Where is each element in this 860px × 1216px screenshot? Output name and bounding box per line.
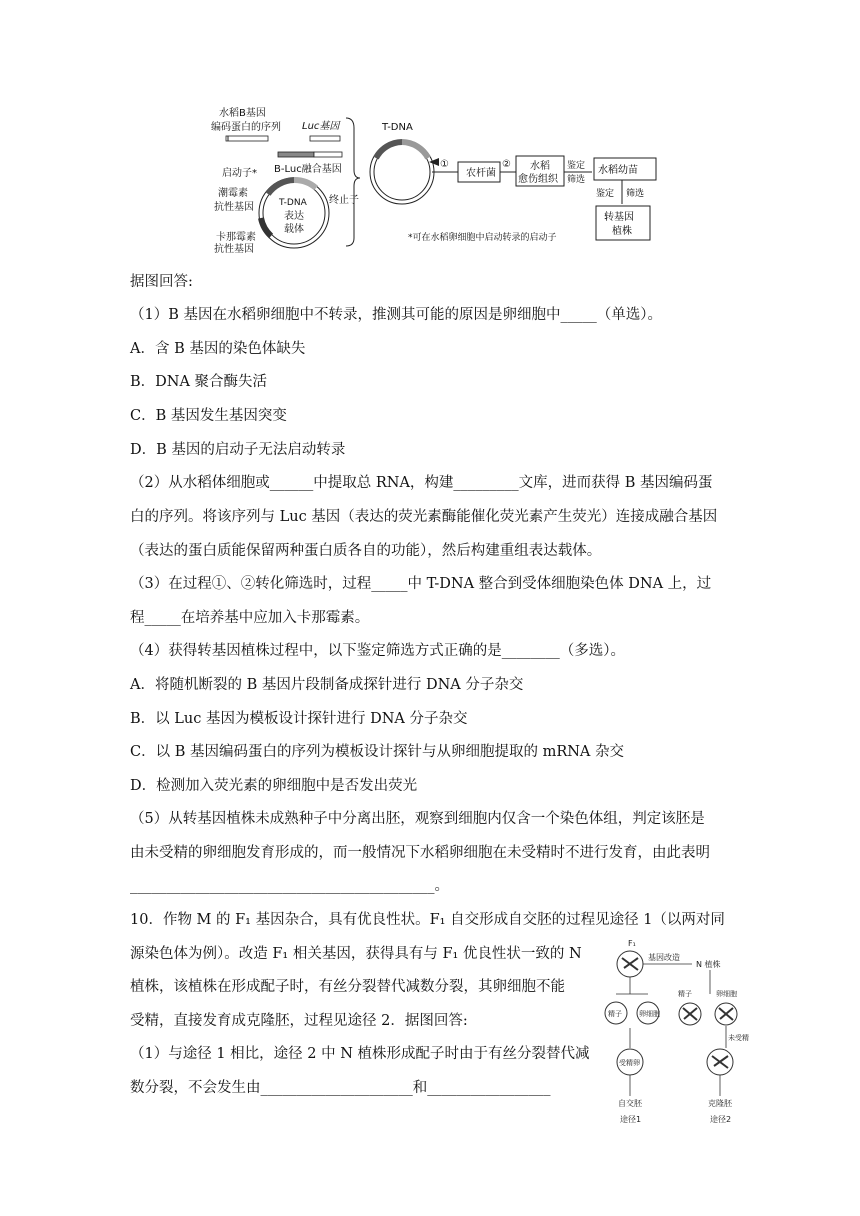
question-10-line-3: 植株，该植株在形成配子时，有丝分裂替代减数分裂，其卵细胞不能 <box>130 979 565 995</box>
clone-embryo-label: 克隆胚 <box>708 1099 732 1108</box>
promoter-label: 启动子* <box>222 168 257 179</box>
screen-label: 筛选 <box>567 175 586 185</box>
q4-option-a: A．将随机断裂的 B 基因片段制备成探针进行 DNA 分子杂交 <box>130 677 524 693</box>
tdna-top-label: T-DNA <box>382 122 413 133</box>
fusion-label: B-Luc融合基因 <box>274 164 342 175</box>
sperm-label: 精子 <box>608 1010 622 1018</box>
question-3-line-2: 程_____在培养基中应加入卡那霉素。 <box>130 610 370 626</box>
luc-gene-label: Luc基因 <box>302 121 340 132</box>
route-1-label: 途径1 <box>620 1115 642 1124</box>
question-1: （1）B 基因在水稻卵细胞中不转录，推测其可能的原因是卵细胞中_____（单选）。 <box>130 307 662 323</box>
hyg-label-2: 抗性基因 <box>214 202 254 213</box>
callus-label-2: 愈伤组织 <box>518 174 558 185</box>
screen-2-label: 筛选 <box>626 189 645 199</box>
route-2-label: 途径2 <box>710 1115 732 1124</box>
b-gene-bar <box>226 136 268 141</box>
step-1-label: ① <box>440 159 449 170</box>
unfertilized-label: 未受精 <box>728 1034 749 1042</box>
terminator-label: 终止子 <box>329 195 359 206</box>
q1-option-b: B．DNA 聚合酶失活 <box>130 374 268 390</box>
vector-label-2: 载体 <box>284 224 304 235</box>
question-10-line-4: 受精，直接发育成克隆胚，过程见途径 2．据图回答: <box>130 1013 468 1029</box>
q1-option-c: C．B 基因发生基因突变 <box>130 408 287 424</box>
step-2-label: ② <box>502 159 511 170</box>
seedling-label: 水稻幼苗 <box>598 165 638 176</box>
footnote: *可在水稻卵细胞中启动转录的启动子 <box>408 233 557 243</box>
question-5-line-1: （5）从转基因植株未成熟种子中分离出胚，观察到细胞内仅含一个染色体组，判定该胚是 <box>130 811 705 827</box>
q4-option-c: C．以 B 基因编码蛋白的序列为模板设计探针与从卵细胞提取的 mRNA 杂交 <box>130 744 625 760</box>
agro-label: 农杆菌 <box>466 168 496 179</box>
luc-gene-bar <box>310 136 340 141</box>
b-gene-label-2: 编码蛋白的序列 <box>211 122 281 133</box>
q1-option-d: D．B 基因的启动子无法启动转录 <box>130 442 346 458</box>
kan-label: 卡那霉素 <box>216 232 256 243</box>
identify-2-label: 鉴定 <box>596 189 615 199</box>
callus-label-1: 水稻 <box>530 161 550 172</box>
egg-2-label: 卵细胞 <box>716 990 737 998</box>
question-5-line-2: 由未受精的卵细胞发育形成的，而一般情况下水稻卵细胞在未受精时不进行发育，由此表明 <box>130 845 710 861</box>
question-10-1-line-2: 数分裂，不会发生由_____________________和_________________ <box>130 1080 551 1096</box>
hyg-label: 潮霉素 <box>218 188 248 199</box>
figure-transformation-right <box>592 152 672 248</box>
transgenic-label-2: 植株 <box>612 226 632 237</box>
egg-label: 卵细胞 <box>639 1010 660 1018</box>
question-2-line-2: 白的序列。将该序列与 Luc 基因（表达的荧光素酶能催化荧光素产生荧光）连接成融合基因 <box>130 509 718 525</box>
vector-label-1: 表达 <box>284 211 304 222</box>
f1-label: F₁ <box>628 939 636 948</box>
self-embryo-label: 自交胚 <box>618 1099 642 1108</box>
intro-text: 据图回答: <box>130 274 193 290</box>
fusion-bar-left <box>278 152 314 157</box>
question-10-line-1: 10．作物 M 的 F₁ 基因杂合，具有优良性状。F₁ 自交形成自交胚的过程见途径 1（以两对同 <box>130 912 725 928</box>
tdna-inner-label: T-DNA <box>279 198 307 208</box>
q1-option-a: A．含 B 基因的染色体缺失 <box>130 341 306 357</box>
question-4: （4）获得转基因植株过程中，以下鉴定筛选方式正确的是________（多选）。 <box>130 643 625 659</box>
sperm-2-label: 精子 <box>678 990 692 998</box>
q4-option-d: D．检测加入荧光素的卵细胞中是否发出荧光 <box>130 778 418 794</box>
figure-routes-diagram <box>610 936 770 1126</box>
question-2-line-3: （表达的蛋白质能保留两种蛋白质各自的功能），然后构建重组表达载体。 <box>130 543 602 559</box>
q4-option-b: B．以 Luc 基因为模板设计探针进行 DNA 分子杂交 <box>130 711 468 727</box>
modify-label: 基因改造 <box>648 953 680 962</box>
fusion-bar-right <box>314 152 342 157</box>
transgenic-label-1: 转基因 <box>604 212 634 223</box>
kan-label-2: 抗性基因 <box>214 244 254 255</box>
b-gene-label: 水稻B基因 <box>219 108 266 119</box>
question-10-line-2: 源染色体为例）。改造 F₁ 相关基因，获得具有与 F₁ 优良性状一致的 N <box>130 946 582 962</box>
question-3-line-1: （3）在过程①、②转化筛选时，过程_____中 T-DNA 整合到受体细胞染色体 DNA 上，过 <box>130 576 712 592</box>
figure-transformation-diagram <box>196 100 616 255</box>
identify-label: 鉴定 <box>567 161 586 171</box>
n-plant-label: N 植株 <box>696 960 721 969</box>
question-5-line-3: __________________________________________。 <box>130 878 449 894</box>
fertilized-label: 受精卵 <box>619 1059 640 1067</box>
question-2-line-1: （2）从水稻体细胞或______中提取总 RNA，构建_________文库，进而获得 B 基因编码蛋 <box>130 475 713 491</box>
question-10-1-line-1: （1）与途径 1 相比，途径 2 中 N 植株形成配子时由于有丝分裂替代减 <box>130 1046 590 1062</box>
